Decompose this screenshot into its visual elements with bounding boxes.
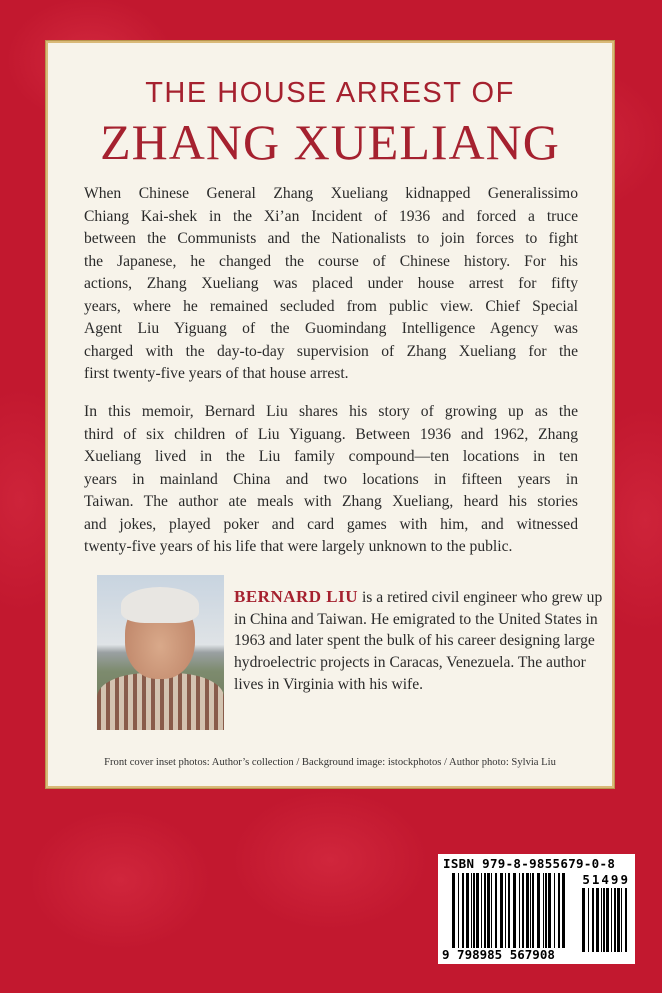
text-line: and jokes, played poker and card games with him, and witnessed: [84, 515, 578, 533]
bar: [625, 888, 627, 952]
bar: [519, 873, 520, 948]
author-bio: [234, 586, 612, 696]
bar: [495, 873, 497, 948]
bar: [554, 873, 555, 948]
price-bars: [582, 888, 630, 952]
photo-credits: Front cover inset photos: Author’s collection / Background image: istockphotos / Author photo: Sylvia Liu: [104, 757, 556, 768]
bar: [592, 888, 594, 952]
text-line: charged with the day-to-day supervision of Zhang Xueliang for the: [84, 342, 578, 360]
bar: [508, 873, 510, 948]
bar: [611, 888, 612, 952]
text-line: years, where he remained secluded from public view. Chief Special: [84, 297, 578, 315]
text-line: When Chinese General Zhang Xueliang kidnapped Generalissimo: [84, 185, 578, 202]
bar: [596, 888, 599, 952]
author-bio-text: is a retired civil engineer who grew up in China and Taiwan. He emigrated to the United States in 1963 and later spent the bulk of his career designing large hydroelectric projects in Caracas, Venezuela. The author lives in Virginia with his wife.: [234, 589, 603, 693]
author-name: BERNARD LIU: [234, 587, 359, 606]
bar: [621, 888, 622, 952]
bar: [532, 873, 534, 948]
text-line: In this memoir, Bernard Liu shares his story of growing up as the: [84, 403, 578, 420]
bar: [601, 888, 602, 952]
bar: [588, 888, 589, 952]
bar: [543, 873, 544, 948]
bar: [603, 888, 605, 952]
text-line: Xueliang lived in the Liu family compound—ten locations in ten: [84, 448, 578, 465]
text-line: the Japanese, he changed the course of Chinese history. For his: [84, 252, 578, 270]
bar: [473, 873, 475, 948]
bar: [558, 873, 560, 948]
bar: [471, 873, 472, 948]
title-line-1: THE HOUSE ARREST OF: [145, 77, 515, 109]
bar: [462, 873, 464, 948]
bar: [505, 873, 506, 948]
description-paragraph-1: [84, 183, 578, 386]
bar: [526, 873, 529, 948]
bar: [500, 873, 503, 948]
cover-panel: [46, 41, 614, 788]
bar: [614, 888, 616, 952]
bar: [458, 873, 459, 948]
bar: [466, 873, 469, 948]
text-line: twenty-five years of his life that were largely unknown to the public.: [84, 538, 513, 555]
isbn-text: ISBN 979-8-9855679-0-8: [443, 856, 616, 871]
text-line: Agent Liu Yiguang of the Guomindang Intelligence Agency was: [84, 320, 578, 337]
bar: [491, 873, 492, 948]
bar: [513, 873, 516, 948]
bar: [530, 873, 531, 948]
bar: [481, 873, 482, 948]
bar: [617, 888, 620, 952]
bar: [484, 873, 486, 948]
text-line: between the Communists and the Nationalists to join forces to fight: [84, 230, 578, 247]
bar: [476, 873, 479, 948]
bar: [545, 873, 547, 948]
ean-bars: [452, 873, 569, 948]
text-line: Taiwan. The author ate meals with Zhang Xueliang, heard his stories: [84, 493, 578, 510]
bar: [582, 888, 585, 952]
ean-number: 9 798985 567908: [442, 947, 555, 962]
text-line: actions, Zhang Xueliang was placed under house arrest for fifty: [84, 275, 578, 292]
text-line: first twenty-five years of that house arrest.: [84, 365, 349, 382]
bar: [522, 873, 524, 948]
description-paragraph-2: [84, 401, 578, 559]
bar: [562, 873, 565, 948]
price-code: 51499: [582, 872, 630, 887]
author-photo: [97, 575, 224, 730]
text-line: third of six children of Liu Yiguang. Between 1936 and 1962, Zhang: [84, 425, 578, 443]
bar: [452, 873, 455, 948]
bar: [537, 873, 540, 948]
bar: [487, 873, 490, 948]
isbn-barcode: [438, 854, 635, 964]
text-line: Chiang Kai-shek in the Xi’an Incident of 1936 and forced a truce: [84, 207, 578, 225]
bar: [606, 888, 609, 952]
text-line: years in mainland China and two locations in fifteen years in: [84, 470, 578, 488]
bar: [548, 873, 551, 948]
title-line-2: ZHANG XUELIANG: [100, 114, 560, 170]
